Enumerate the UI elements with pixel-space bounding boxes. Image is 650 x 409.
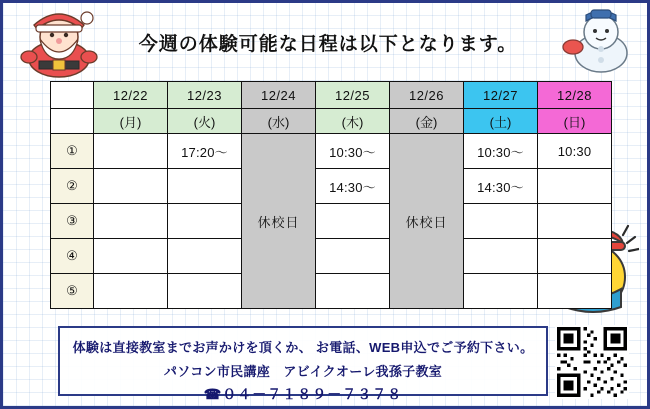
slot-2-3 [316,204,390,239]
header-date-5: 12/27 [464,82,538,109]
slot-3-3 [316,239,390,274]
header-date-2: 12/24 [242,82,316,109]
closed-day-fri: 休校日 [390,134,464,309]
header-date-4: 12/26 [390,82,464,109]
table-row [51,274,612,309]
note-line-3: ☎０４－７１８９－７３７８ [203,386,403,402]
slot-2-0 [94,204,168,239]
row-index-2: ③ [51,204,94,239]
row-index-3: ④ [51,239,94,274]
slot-1-1 [168,169,242,204]
note-line-1: 体験は直接教室までお声かけを頂くか、 お電話、WEB申込でご予約下さい。 [72,340,534,355]
slot-3-5 [464,239,538,274]
corner-cell-2 [51,109,94,134]
row-index-0: ① [51,134,94,169]
qr-code[interactable] [555,325,629,399]
row-index-1: ② [51,169,94,204]
page-title: 今週の体験可能な日程は以下となります。 [138,34,518,55]
table-header-weekdays [51,109,612,134]
header-weekday-5: (土) [464,109,538,134]
footer-note-box [58,326,548,402]
slot-0-3: 10:30〜 [316,134,390,169]
corner-cell [51,82,94,109]
header-date-6: 12/28 [538,82,612,109]
closed-day-wed: 休校日 [242,134,316,309]
slot-3-0 [94,239,168,274]
header-weekday-6: (日) [538,109,612,134]
slot-4-3 [316,274,390,309]
schedule-table-wrap [50,81,606,309]
table-row [51,239,612,274]
santa-illustration [9,7,109,84]
slot-4-1 [168,274,242,309]
slot-0-1: 17:20〜 [168,134,242,169]
table-row [51,169,612,204]
slot-2-6 [538,204,612,239]
header-date-1: 12/23 [168,82,242,109]
header-weekday-0: (月) [94,109,168,134]
header-weekday-4: (金) [390,109,464,134]
slot-1-6 [538,169,612,204]
slot-2-1 [168,204,242,239]
slot-1-3: 14:30〜 [316,169,390,204]
slot-0-0 [94,134,168,169]
header-weekday-1: (火) [168,109,242,134]
slot-0-5: 10:30〜 [464,134,538,169]
table-header-dates [51,82,612,109]
table-row [51,134,612,169]
note-line-2: パソコン市民講座 アビイクオーレ我孫子教室 [163,364,443,379]
slot-2-5 [464,204,538,239]
slot-3-6 [538,239,612,274]
header-weekday-2: (水) [242,109,316,134]
row-index-4: ⑤ [51,274,94,309]
slot-4-0 [94,274,168,309]
snowman-illustration [555,7,641,82]
header-weekday-3: (木) [316,109,390,134]
slot-1-0 [94,169,168,204]
header-date-0: 12/22 [94,82,168,109]
slot-0-6: 10:30 [538,134,612,169]
slot-1-5: 14:30〜 [464,169,538,204]
schedule-table [50,81,612,309]
slot-4-5 [464,274,538,309]
slot-4-6 [538,274,612,309]
slot-3-1 [168,239,242,274]
table-row [51,204,612,239]
header-date-3: 12/25 [316,82,390,109]
